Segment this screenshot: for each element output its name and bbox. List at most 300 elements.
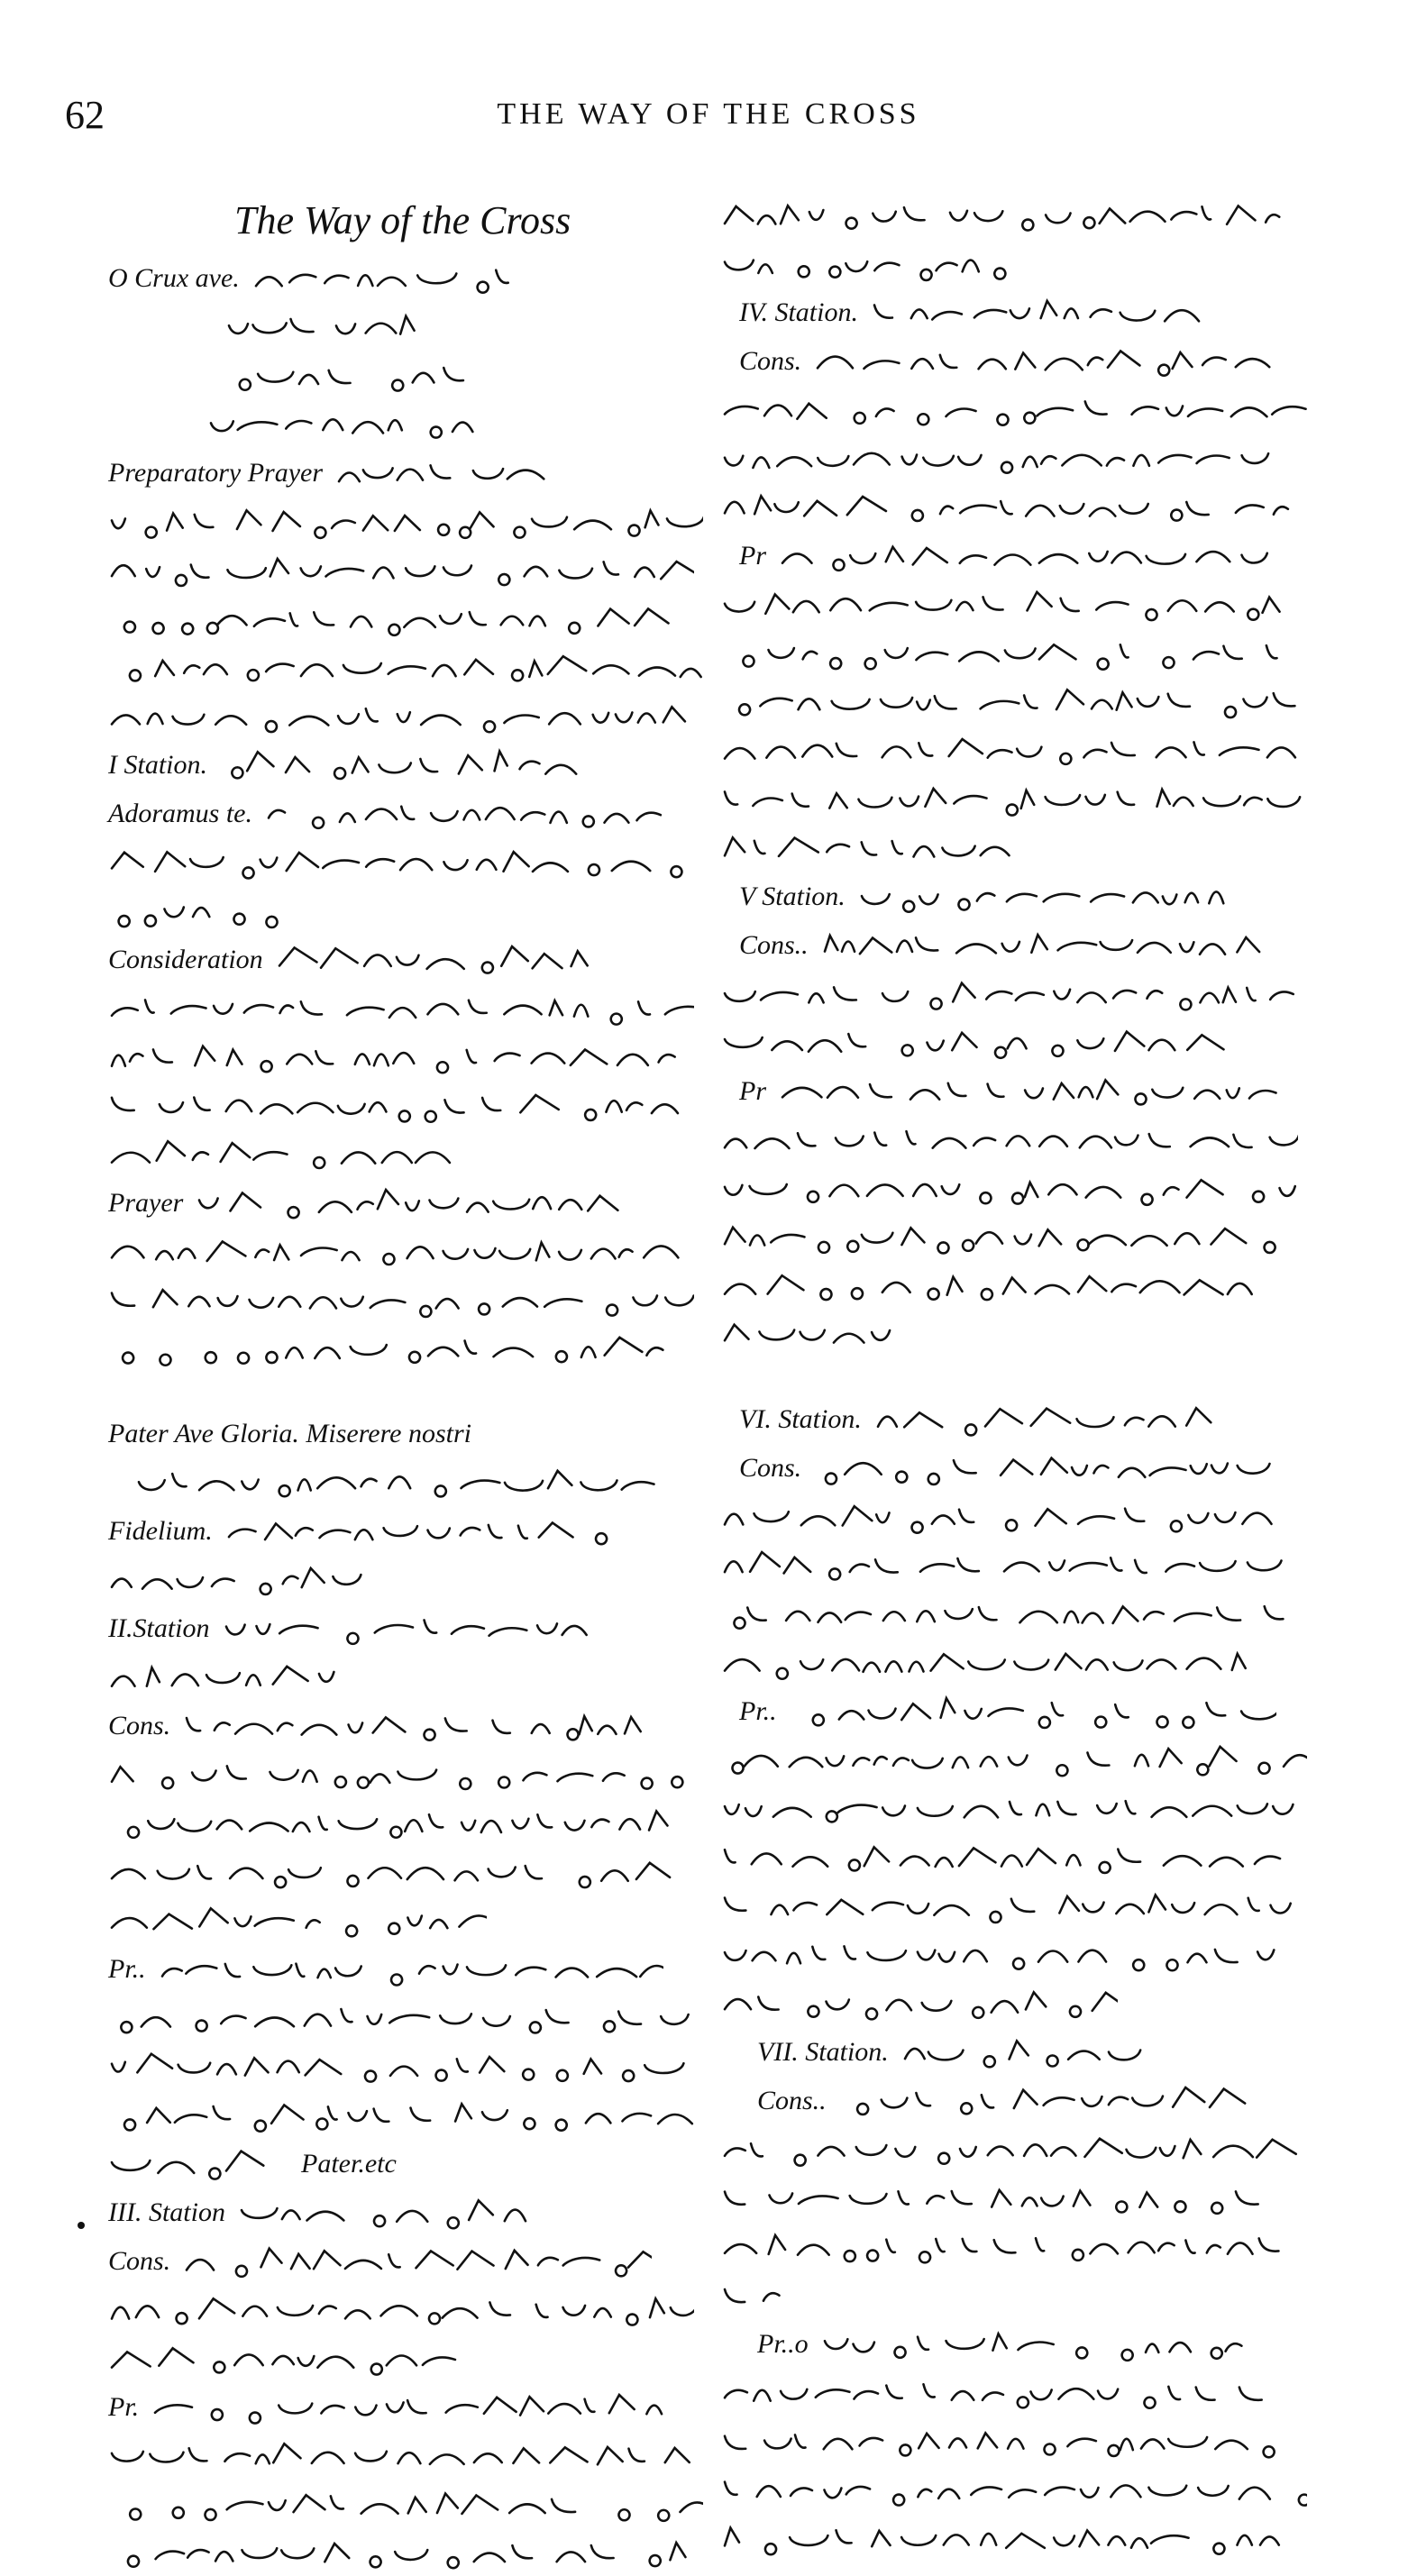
text-line [108, 2430, 721, 2479]
shorthand-script [225, 1510, 640, 1553]
shorthand-script [721, 778, 1307, 821]
text-line [108, 1274, 721, 1323]
shorthand-glyphs [229, 316, 415, 334]
shorthand-glyphs [130, 656, 701, 681]
shorthand-script [721, 2420, 1280, 2463]
station-heading: VII. Station. [757, 2037, 889, 2068]
shorthand-glyphs [339, 465, 544, 481]
shorthand-script [721, 486, 1307, 529]
shorthand-script [108, 2483, 703, 2526]
shorthand-glyphs [725, 2190, 1258, 2214]
shorthand-glyphs [725, 1131, 1298, 1148]
text-line [721, 773, 1343, 822]
shorthand-glyphs [743, 644, 1276, 669]
shorthand-glyphs [123, 1338, 663, 1366]
shorthand-script [721, 242, 1010, 286]
line-label: Pr.. [739, 1696, 777, 1727]
shorthand-script [721, 1544, 1307, 1587]
shorthand-script [108, 1996, 694, 2040]
text-line [721, 1017, 1343, 1065]
shorthand-script [721, 1933, 1289, 1977]
shorthand-glyphs [812, 1698, 1275, 1728]
station-heading: IV. Station. [739, 297, 858, 328]
text-line [721, 2513, 1343, 2562]
shorthand-glyphs [725, 1552, 1282, 1579]
text-line [721, 1309, 1343, 1357]
text-line [721, 1978, 1343, 2026]
text-line [108, 1031, 721, 1080]
shorthand-glyphs [112, 1568, 361, 1594]
shorthand-script [721, 1495, 1298, 1539]
shorthand-glyphs [112, 1046, 675, 1073]
shorthand-script [721, 437, 1298, 480]
shorthand-script [108, 2532, 694, 2575]
text-line [721, 1783, 1343, 1832]
text-line [721, 287, 1343, 335]
text-line [108, 2284, 721, 2333]
shorthand-script [108, 1328, 685, 1371]
text-line [108, 2235, 721, 2284]
text-line [108, 593, 721, 642]
shorthand-script [721, 1216, 1298, 1259]
shorthand-script [108, 2434, 694, 2478]
shorthand-script [721, 194, 1298, 237]
shorthand-glyphs [155, 2395, 662, 2424]
shorthand-script [108, 1850, 694, 1894]
shorthand-glyphs [725, 789, 1300, 816]
shorthand-script [276, 938, 600, 982]
shorthand-glyphs [725, 2139, 1296, 2166]
page-number: 62 [65, 93, 105, 137]
shorthand-glyphs [725, 1654, 1246, 1679]
shorthand-glyphs [725, 592, 1280, 620]
shorthand-script [225, 354, 469, 397]
shorthand-glyphs [725, 206, 1279, 230]
shorthand-glyphs [825, 935, 1259, 955]
text-line [108, 1408, 721, 1457]
text-line [108, 1846, 721, 1895]
shorthand-script [108, 1036, 685, 1079]
line-label: Cons. [739, 1453, 802, 1484]
shorthand-glyphs [269, 807, 661, 828]
shorthand-glyphs [725, 837, 1009, 856]
shorthand-script [108, 1230, 703, 1274]
shorthand-script [335, 452, 570, 495]
shorthand-script [108, 2337, 487, 2380]
text-line [108, 1895, 721, 1943]
line-label: Fidelium. [108, 1516, 213, 1547]
shorthand-script [108, 2142, 288, 2186]
shorthand-script [814, 1447, 1283, 1490]
shorthand-glyphs [874, 301, 1199, 322]
shorthand-glyphs [112, 1242, 678, 1265]
text-line [721, 2026, 1343, 2075]
line-label: Cons.. [757, 2086, 827, 2116]
shorthand-script [721, 2371, 1298, 2415]
text-line [721, 968, 1343, 1017]
text-line [721, 579, 1343, 627]
shorthand-glyphs [128, 2543, 685, 2568]
shorthand-script [721, 681, 1307, 724]
shorthand-script [901, 2031, 1172, 2074]
text-line [721, 1880, 1343, 1929]
shorthand-script [108, 646, 703, 690]
shorthand-script [721, 1313, 901, 1357]
text-line [108, 1323, 721, 1372]
text-line [108, 1177, 721, 1226]
shorthand-glyphs [112, 2054, 683, 2082]
text-line [721, 2464, 1343, 2513]
line-label: O Crux ave. [108, 263, 240, 294]
shorthand-glyphs [725, 1032, 1223, 1058]
shorthand-script [721, 827, 1019, 870]
shorthand-glyphs [232, 752, 576, 779]
shorthand-glyphs [725, 1228, 1275, 1254]
text-line [721, 2367, 1343, 2416]
text-line [108, 252, 721, 301]
text-line [108, 1797, 721, 1846]
shorthand-glyphs [187, 2249, 652, 2277]
shorthand-script [779, 534, 1284, 578]
line-label: Pater Ave Gloria. Miserere nostri [108, 1419, 472, 1449]
shorthand-glyphs [725, 260, 1005, 280]
shorthand-script [721, 2517, 1298, 2561]
line-label: Pr..o [757, 2329, 809, 2360]
shorthand-script [108, 1753, 694, 1796]
text-line [721, 530, 1343, 579]
text-line [108, 982, 721, 1031]
shorthand-glyphs [112, 1141, 450, 1168]
shorthand-glyphs [725, 1325, 890, 1343]
shorthand-glyphs [226, 1621, 587, 1644]
shorthand-script [151, 2386, 674, 2429]
shorthand-script [874, 1398, 1217, 1441]
text-line [108, 934, 721, 982]
line-label: Cons. [108, 2246, 171, 2277]
shorthand-script [721, 388, 1307, 432]
shorthand-glyphs [112, 559, 694, 586]
station-heading: VI. Station. [739, 1404, 862, 1435]
text-line [108, 642, 721, 690]
text-line [721, 1163, 1343, 1211]
shorthand-script [108, 2288, 694, 2332]
shorthand-glyphs [725, 1180, 1295, 1205]
shorthand-glyphs [112, 2444, 690, 2464]
shorthand-glyphs [725, 1895, 1291, 1923]
text-line [721, 2221, 1343, 2270]
line-label: Cons. [739, 346, 802, 377]
text-line [721, 871, 1343, 919]
shorthand-script [858, 875, 1237, 918]
shorthand-glyphs [112, 1095, 678, 1122]
text-line [721, 1832, 1343, 1880]
station-heading: II.Station [108, 1613, 210, 1644]
text-line [721, 433, 1343, 481]
shorthand-script [108, 1899, 487, 1942]
shorthand-glyphs [734, 1606, 1283, 1629]
shorthand-glyphs [112, 1290, 694, 1317]
shorthand-script [721, 2225, 1298, 2269]
shorthand-glyphs [725, 983, 1294, 1010]
shorthand-script [108, 1133, 469, 1176]
shorthand-glyphs [187, 1716, 641, 1740]
line-label: Preparatory Prayer [108, 458, 324, 489]
shorthand-glyphs [725, 1801, 1293, 1822]
line-label: Adoramus te. [108, 799, 252, 829]
text-line [721, 384, 1343, 433]
line-label: Pater.etc [301, 2149, 397, 2179]
text-line [108, 1700, 721, 1749]
shorthand-script [108, 500, 703, 544]
text-line [721, 1539, 1343, 1588]
shorthand-script [721, 973, 1307, 1016]
text-line [721, 676, 1343, 725]
shorthand-script [721, 2274, 793, 2317]
shorthand-glyphs [130, 2494, 703, 2521]
shorthand-glyphs [725, 2235, 1278, 2262]
text-line [108, 1651, 721, 1700]
text-line [108, 1554, 721, 1603]
text-line [721, 238, 1343, 287]
shorthand-glyphs [782, 547, 1267, 571]
text-line [108, 2041, 721, 2089]
line-label: Consideration [108, 945, 263, 975]
text-line [108, 2138, 721, 2187]
station-heading: V Station. [739, 882, 846, 912]
text-line [108, 1992, 721, 2041]
shorthand-script [721, 2177, 1298, 2220]
shorthand-glyphs [256, 270, 508, 293]
shorthand-script [223, 1607, 610, 1650]
text-line [108, 885, 721, 934]
shorthand-script [721, 1787, 1298, 1831]
shorthand-script [108, 695, 694, 738]
text-line [721, 1393, 1343, 1442]
shorthand-script [721, 632, 1298, 675]
shorthand-glyphs [124, 609, 669, 635]
text-line [108, 1749, 721, 1797]
shorthand-glyphs [725, 1506, 1272, 1532]
page-header [0, 92, 1417, 146]
shorthand-script [238, 2191, 535, 2234]
shorthand-script [159, 1948, 663, 1991]
shorthand-script [108, 987, 694, 1030]
shorthand-glyphs [240, 368, 463, 390]
station-heading: I Station. [108, 750, 207, 781]
text-line [108, 1505, 721, 1554]
shorthand-script [790, 1690, 1276, 1733]
text-line [721, 2270, 1343, 2318]
shorthand-glyphs [112, 852, 681, 878]
shorthand-script [108, 2045, 685, 2088]
shorthand-glyphs [162, 1964, 663, 1986]
shorthand-glyphs [782, 1081, 1276, 1105]
shorthand-script [225, 306, 433, 349]
line-label: Prayer [108, 1188, 184, 1219]
text-line [108, 350, 721, 398]
text-line [721, 2075, 1343, 2124]
text-line [108, 2187, 721, 2235]
text-line [108, 739, 721, 788]
text-line [108, 1226, 721, 1274]
line-label: Cons. [108, 1711, 171, 1741]
text-line [721, 2172, 1343, 2221]
right-column [721, 189, 1343, 2562]
shorthand-script [721, 1119, 1298, 1162]
shorthand-script [108, 598, 685, 641]
shorthand-glyphs [862, 892, 1223, 912]
shorthand-glyphs [826, 1458, 1270, 1484]
shorthand-glyphs [905, 2042, 1140, 2068]
shorthand-script [108, 890, 279, 933]
shorthand-glyphs [818, 352, 1269, 376]
shorthand-script [108, 2094, 694, 2137]
shorthand-script [108, 1084, 703, 1128]
left-column [108, 189, 721, 2576]
shorthand-script [721, 1982, 1118, 2025]
line-label: Cons.. [739, 930, 809, 961]
text-line [721, 919, 1343, 968]
shorthand-glyphs [128, 1812, 667, 1838]
shorthand-script [183, 1704, 652, 1748]
text-line [721, 1588, 1343, 1637]
shorthand-script [220, 744, 608, 787]
text-line [108, 2479, 721, 2527]
shorthand-script [721, 2128, 1307, 2171]
shorthand-script [196, 1182, 628, 1225]
text-line [108, 788, 721, 836]
shorthand-glyphs [725, 2434, 1275, 2458]
shorthand-script [821, 924, 1272, 967]
shorthand-glyphs [725, 2482, 1307, 2506]
text-line [108, 2333, 721, 2381]
shorthand-glyphs [825, 2334, 1241, 2361]
line-label: Pr [739, 541, 766, 571]
text-line [108, 2527, 721, 2576]
shorthand-glyphs [112, 2298, 694, 2325]
shorthand-script [871, 291, 1213, 334]
text-line [108, 447, 721, 496]
text-line [108, 398, 721, 447]
shorthand-glyphs [725, 453, 1268, 473]
shorthand-script [108, 1279, 694, 1322]
shorthand-glyphs [199, 1190, 617, 1218]
shorthand-script [108, 841, 685, 884]
shorthand-glyphs [725, 1275, 1252, 1300]
text-line [721, 1637, 1343, 1685]
shorthand-script [135, 1461, 676, 1504]
shorthand-script [814, 340, 1283, 383]
shorthand-glyphs [725, 1847, 1280, 1873]
shorthand-glyphs [139, 1471, 654, 1497]
shorthand-glyphs [279, 946, 588, 973]
shorthand-glyphs [112, 2348, 455, 2374]
shorthand-glyphs [112, 1667, 334, 1686]
text-line [721, 1114, 1343, 1163]
shorthand-glyphs [112, 1908, 487, 1936]
shorthand-script [721, 1641, 1262, 1685]
shorthand-glyphs [733, 1747, 1307, 1776]
shorthand-glyphs [725, 2289, 779, 2302]
shorthand-script [721, 1739, 1307, 1782]
shorthand-glyphs [725, 2384, 1262, 2407]
shorthand-glyphs [229, 1523, 607, 1545]
shorthand-script [721, 1021, 1226, 1064]
shorthand-glyphs [112, 1766, 682, 1789]
text-line [721, 725, 1343, 773]
shorthand-script [721, 583, 1307, 626]
text-line [721, 1065, 1343, 1114]
text-line [108, 1128, 721, 1177]
shorthand-glyphs [739, 690, 1294, 717]
text-line [721, 1929, 1343, 1978]
shorthand-script [821, 2323, 1272, 2366]
shorthand-script [183, 2240, 652, 2283]
text-line [108, 1603, 721, 1651]
shorthand-glyphs [121, 2009, 688, 2032]
shorthand-glyphs [112, 707, 685, 732]
text-line [721, 189, 1343, 238]
shorthand-glyphs [878, 1408, 1211, 1435]
shorthand-glyphs [112, 2151, 263, 2179]
shorthand-glyphs [725, 402, 1306, 425]
text-line [721, 481, 1343, 530]
shorthand-glyphs [119, 908, 278, 927]
text-line [721, 1260, 1343, 1309]
text-line [721, 1685, 1343, 1734]
shorthand-glyphs [725, 496, 1288, 521]
text-line [721, 1211, 1343, 1260]
text-line [721, 2124, 1343, 2172]
shorthand-glyphs [112, 510, 703, 538]
text-line [721, 335, 1343, 384]
text-line [108, 2089, 721, 2138]
line-label: Pr [739, 1076, 766, 1107]
text-line [108, 1943, 721, 1992]
shorthand-script [252, 257, 523, 300]
shorthand-glyphs [211, 419, 472, 437]
shorthand-glyphs [725, 739, 1295, 764]
text-line [721, 1491, 1343, 1539]
shorthand-glyphs [112, 1000, 694, 1025]
text-line [721, 822, 1343, 871]
line-label: Pr. [108, 2392, 140, 2423]
shorthand-glyphs [725, 2528, 1279, 2555]
shorthand-glyphs [725, 1946, 1274, 1970]
text-line [108, 1080, 721, 1128]
section-title: The Way of the Cross [234, 198, 571, 242]
shorthand-script [207, 403, 478, 446]
shorthand-glyphs [242, 2200, 526, 2228]
shorthand-script [721, 1167, 1307, 1210]
shorthand-script [721, 1593, 1298, 1636]
shorthand-script [721, 1265, 1280, 1308]
shorthand-script [721, 1885, 1298, 1928]
shorthand-script [108, 1558, 379, 1602]
text-line [108, 836, 721, 885]
station-heading: III. Station [108, 2197, 225, 2228]
shorthand-script [779, 1070, 1284, 1113]
shorthand-glyphs [112, 1863, 670, 1887]
text-line [721, 2318, 1343, 2367]
text-line [108, 496, 721, 544]
text-line [108, 2381, 721, 2430]
text-line [108, 301, 721, 350]
page-mark [78, 2222, 85, 2229]
shorthand-script [839, 2079, 1254, 2123]
text-line [721, 1442, 1343, 1491]
shorthand-script [721, 729, 1298, 772]
